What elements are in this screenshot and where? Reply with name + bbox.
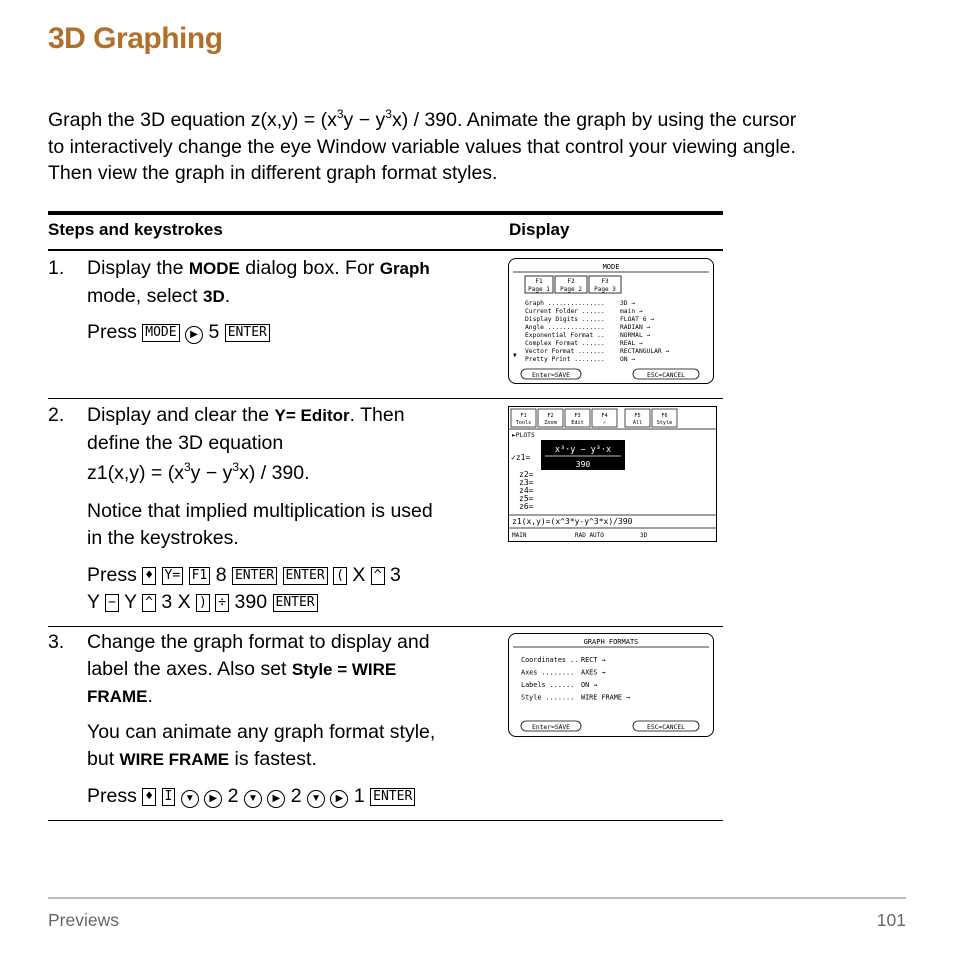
step-number: 2.: [48, 404, 65, 426]
fraction-denominator: 390: [575, 460, 591, 469]
intro-text: to interactively change the eye Window variable values that control your viewing angle.: [48, 135, 796, 158]
footer-section: Previews: [48, 910, 119, 930]
esc-cancel-label: ESC=CANCEL: [647, 724, 685, 731]
step-text: Display and clear the: [87, 404, 275, 426]
function-line: z3=: [519, 478, 534, 487]
key-text: Y: [87, 590, 100, 613]
key-text: 2: [227, 785, 239, 807]
down-arrow-icon: ▼: [307, 790, 325, 808]
intro-text: Then view the graph in different graph format styles.: [48, 162, 498, 184]
status-main: MAIN: [512, 532, 527, 539]
right-arrow-icon: ▶: [185, 326, 203, 344]
step-text: label the axes. Also set: [87, 657, 292, 680]
intro-text: Graph the 3D equation z(x,y) = (x: [48, 109, 337, 131]
press-label: Press: [87, 785, 137, 807]
table-top-rule: [48, 211, 723, 215]
step-text: . Then: [349, 404, 405, 426]
toolbar-tab-label: ✓: [602, 420, 607, 426]
step-bold: FRAME: [87, 687, 148, 706]
footer-rule: [48, 897, 906, 899]
step-3-note: [87, 719, 435, 773]
step-bold: Style = WIRE: [291, 659, 397, 679]
diamond-key-icon: ♦: [142, 567, 156, 585]
key-text: 3: [390, 564, 401, 586]
enter-save-label: Enter=SAVE: [532, 724, 570, 731]
step-number: 3.: [48, 631, 65, 653]
mode-setting-value: RECTANGULAR →: [620, 348, 670, 355]
mode-setting-label: Display Digits ......: [525, 316, 605, 323]
enter-key: ENTER: [273, 594, 318, 612]
step-text: You can animate any graph format style,: [87, 721, 436, 743]
press-label: Press: [87, 321, 137, 343]
key-text: X: [352, 564, 366, 586]
enter-save-label: Enter=SAVE: [532, 372, 570, 379]
mode-screen: [508, 258, 714, 384]
step-2-keys: [87, 562, 507, 615]
mode-setting-label: Vector Format .......: [525, 348, 605, 355]
column-header-display: Display: [509, 220, 570, 239]
step-text: dialog box. For: [239, 257, 380, 279]
tab-f1: F1: [535, 278, 543, 285]
key-text: 1: [353, 785, 365, 807]
tab-f2: F2: [567, 278, 575, 285]
mode-setting-label: Current Folder ......: [525, 308, 605, 315]
intro-paragraph: [48, 107, 918, 187]
key-text: 2: [290, 785, 302, 807]
page-number: 101: [876, 910, 906, 930]
step-3-text: [87, 629, 497, 711]
mode-setting-value: NORMAL →: [620, 332, 651, 339]
toolbar-tab-key: F6: [661, 413, 668, 419]
superscript: 3: [336, 107, 344, 121]
step-text: is fastest.: [229, 747, 317, 770]
format-setting-value: RECT →: [581, 656, 606, 664]
divide-key: ÷: [215, 594, 229, 612]
step-1-text: [87, 255, 497, 310]
format-setting-label: Style .......: [521, 693, 575, 702]
graph-formats-screen: [508, 633, 714, 737]
step-text: but: [87, 747, 120, 770]
entry-line: z1(x,y)=(x^3*y-y^3*x)/390: [512, 517, 633, 526]
step-text: .: [147, 685, 153, 707]
table-bottom-rule: [48, 820, 723, 821]
header-rule: [48, 249, 723, 251]
y-editor-screen: [508, 406, 717, 542]
screen-title: MODE: [602, 263, 620, 271]
esc-cancel-label: ESC=CANCEL: [647, 372, 685, 379]
step-bold: MODE: [188, 259, 240, 278]
step-bold: Graph: [379, 259, 430, 278]
mode-setting-value: RADIAN →: [620, 324, 651, 331]
enter-key: ENTER: [370, 788, 415, 806]
mode-setting-value: 3D →: [620, 300, 636, 307]
key-text: 390: [234, 590, 268, 613]
fraction-numerator: x³·y − y³·x: [554, 445, 612, 455]
toolbar-tab-key: F5: [634, 413, 641, 419]
function-line: z6=: [519, 502, 534, 511]
format-setting-label: Axes ........: [521, 668, 575, 677]
step-1-keys: [87, 319, 270, 346]
toolbar-tab-label: Tools: [515, 420, 532, 426]
step-bold: WIRE FRAME: [119, 749, 230, 769]
press-label: Press: [87, 564, 137, 586]
format-setting-label: Labels ......: [521, 681, 575, 689]
key-text: 3: [161, 590, 173, 613]
step-text: Change the graph format to display and: [87, 631, 430, 653]
diamond-key-icon: ♦: [142, 788, 156, 806]
function-line: z5=: [519, 494, 534, 503]
left-paren-key: (: [333, 567, 347, 585]
key-text: 5: [208, 321, 220, 343]
toolbar-tab-key: F4: [601, 413, 608, 419]
key-text: X: [177, 590, 191, 613]
step-3-keys: [87, 783, 415, 810]
intro-text: x) / 390. Animate the graph by using the cursor: [391, 109, 797, 131]
down-arrow-icon: ▼: [244, 790, 262, 808]
page-title: 3D Graphing: [48, 22, 223, 55]
mode-setting-label: Complex Format ......: [525, 340, 605, 347]
equation-text: z1(x,y) = (x: [87, 462, 184, 484]
toolbar-tab-label: All: [632, 420, 643, 426]
mode-setting-label: Graph ...............: [525, 300, 605, 307]
superscript: 3: [385, 107, 392, 121]
screen-title: GRAPH FORMATS: [583, 638, 639, 646]
y-equals-key: Y=: [162, 567, 184, 585]
mode-setting-value: ON →: [620, 356, 636, 363]
step-text: Notice that implied multiplication is used: [87, 500, 433, 522]
f1-key: F1: [189, 567, 211, 585]
intro-text: y − y: [343, 109, 386, 131]
mode-setting-label: Angle ...............: [525, 324, 605, 331]
right-paren-key: ): [196, 594, 210, 612]
format-setting-value: AXES →: [581, 668, 606, 677]
mode-setting-label: Exponential Format ..: [525, 332, 605, 339]
right-arrow-icon: ▶: [330, 790, 348, 808]
step-text: in the keystrokes.: [87, 526, 239, 549]
right-arrow-icon: ▶: [204, 790, 222, 808]
tab-page3: Page 3: [594, 286, 616, 293]
toolbar-tab-label: Style: [656, 420, 673, 426]
step-text: .: [224, 284, 231, 307]
format-setting-label: Coordinates ..: [521, 656, 579, 664]
tab-f3: F3: [601, 278, 609, 285]
function-line: z2=: [519, 470, 534, 479]
step-text: mode, select: [87, 284, 203, 307]
row-divider: [48, 626, 723, 627]
status-mode: RAD AUTO: [575, 532, 604, 539]
key-text: 8: [215, 564, 227, 586]
equation-text: x) / 390.: [239, 462, 310, 484]
i-key: I: [162, 788, 176, 806]
minus-key: −: [105, 594, 119, 612]
enter-key: ENTER: [232, 567, 277, 585]
enter-key: ENTER: [225, 324, 270, 342]
plots-label: ►PLOTS: [512, 432, 535, 439]
power-key: ^: [142, 594, 156, 612]
toolbar-tab-key: F2: [547, 413, 554, 419]
down-arrow-icon: ▼: [181, 790, 199, 808]
toolbar-tab-key: F3: [574, 413, 581, 419]
step-bold: Y= Editor: [274, 406, 350, 425]
step-text: define the 3D equation: [87, 431, 284, 454]
mode-setting-value: FLOAT 6 →: [620, 316, 655, 323]
mode-setting-label: Pretty Print ........: [525, 356, 605, 363]
step-number: 1.: [48, 257, 65, 279]
equation-text: y − y: [190, 462, 233, 484]
step-2-text: [87, 402, 497, 456]
format-setting-value: ON →: [581, 681, 598, 689]
column-header-steps: Steps and keystrokes: [48, 220, 223, 239]
toolbar-tab-label: Zoom: [544, 420, 557, 426]
status-graph: 3D: [640, 532, 648, 539]
toolbar-tab-label: Edit: [571, 420, 584, 426]
row-divider: [48, 398, 723, 399]
superscript: 3: [183, 460, 191, 474]
right-arrow-icon: ▶: [267, 790, 285, 808]
function-line: ✓z1=: [511, 453, 531, 462]
toolbar-tab-key: F1: [520, 413, 527, 419]
superscript: 3: [232, 460, 240, 474]
key-text: Y: [123, 590, 137, 613]
tab-page1: Page 1: [528, 286, 550, 293]
mode-key: MODE: [142, 324, 179, 342]
power-key: ^: [371, 567, 385, 585]
step-bold: 3D: [202, 286, 225, 306]
scroll-down-icon: ▼: [513, 352, 517, 359]
step-2-note: [87, 498, 433, 551]
mode-setting-value: main →: [620, 308, 643, 315]
function-line: z4=: [519, 486, 534, 495]
step-text: Display the: [87, 257, 189, 279]
enter-key: ENTER: [283, 567, 328, 585]
mode-setting-value: REAL →: [620, 340, 643, 347]
tab-page2: Page 2: [560, 286, 582, 293]
step-2-equation: [87, 460, 310, 487]
format-setting-value: WIRE FRAME →: [581, 693, 631, 702]
